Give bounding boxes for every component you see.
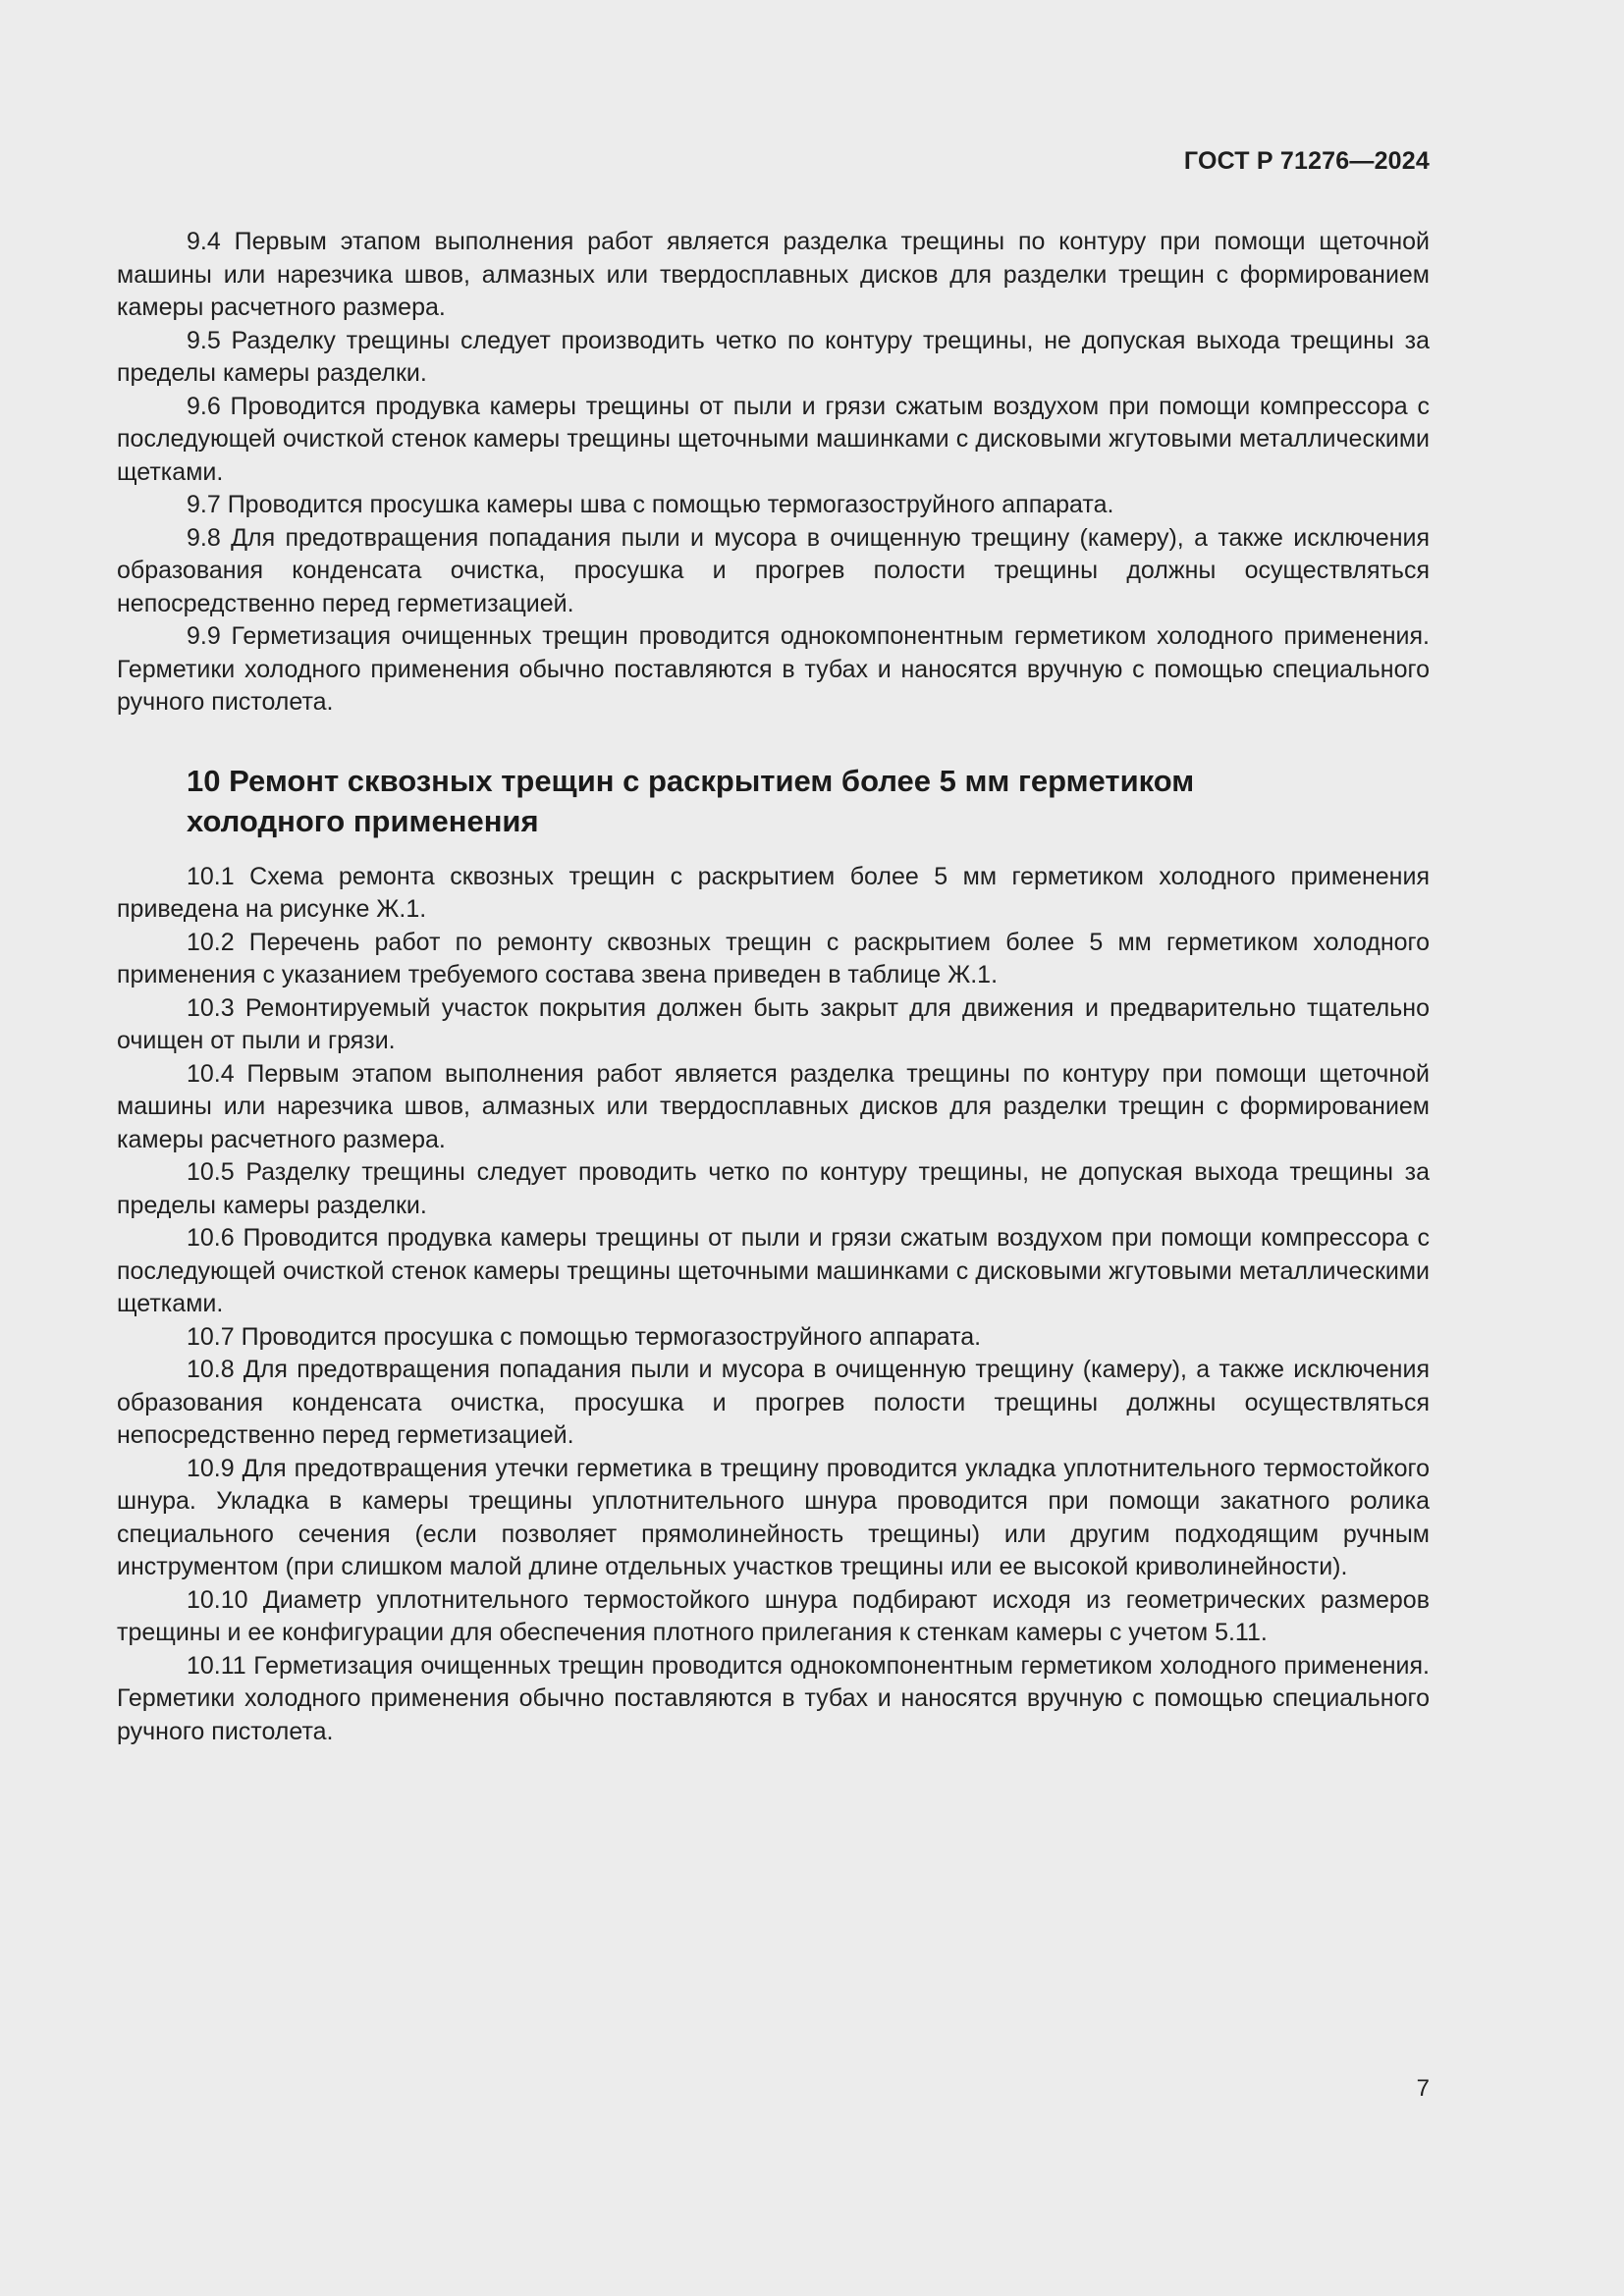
page-number: 7 (1416, 2075, 1430, 2102)
section-10-heading (117, 761, 1430, 841)
paragraph-10-11: 10.11 Герметизация очищенных трещин проводится однокомпонентным герметиком холодного применения. Герметики холодного применения обычно поставляются в тубах и наносятся вручную с помощью специального ручного пистолета. (117, 1651, 1430, 1745)
paragraph-9-8: 9.8 Для предотвращения попадания пыли и мусора в очищенную трещину (камеру), а также исключения образования конденсата очистка, просушка и прогрев полости трещины должны осуществляться непосредственно перед герметизацией. (117, 523, 1430, 617)
paragraph-9-7: 9.7 Проводится просушка камеры шва с помощью термогазоструйного аппарата. (187, 491, 1114, 518)
paragraph-9-4: 9.4 Первым этапом выполнения работ является разделка трещины по контуру при помощи щеточной машины или нарезчика швов, алмазных или твердосплавных дисков для разделки трещин с формированием камеры расчетного размера. (117, 228, 1430, 321)
paragraph-10-9: 10.9 Для предотвращения утечки герметика в трещину проводится укладка уплотнительного термостойкого шнура. Укладка в камеры трещины уплотнительного шнура проводится при помощи закатного ролика специального сечения (если позволяет прямолинейность трещины) или другим подходящим ручным инструментом (при слишком малой длине отдельных участков трещины или ее высокой криволинейности). (117, 1454, 1430, 1580)
paragraph-10-5: 10.5 Разделку трещины следует проводить четко по контуру трещины, не допуская выхода трещины за пределы камеры разделки. (117, 1158, 1430, 1219)
paragraph-9-5: 9.5 Разделку трещины следует производить четко по контуру трещины, не допуская выхода трещины за пределы камеры разделки. (117, 326, 1430, 387)
paragraph-10-6: 10.6 Проводится продувка камеры трещины от пыли и грязи сжатым воздухом при помощи компрессора с последующей очисткой стенок камеры трещины щеточными машинками с дисковыми жгутовыми металлическими щетками. (117, 1224, 1430, 1317)
paragraph-9-9: 9.9 Герметизация очищенных трещин проводится однокомпонентным герметиком холодного применения. Герметики холодного применения обычно поставляются в тубах и наносятся вручную с помощью специального ручного пистолета. (117, 622, 1430, 716)
section-10-heading-line1: 10 Ремонт сквозных трещин с раскрытием более 5 мм герметиком (187, 763, 1195, 798)
paragraph-10-1: 10.1 Схема ремонта сквозных трещин с раскрытием более 5 мм герметиком холодного применения приведена на рисунке Ж.1. (117, 862, 1430, 923)
paragraph-10-8: 10.8 Для предотвращения попадания пыли и мусора в очищенную трещину (камеру), а также исключения образования конденсата очистка, просушка и прогрев полости трещины должны осуществляться непосредственно перед герметизацией. (117, 1356, 1430, 1449)
paragraph-10-4: 10.4 Первым этапом выполнения работ является разделка трещины по контуру при помощи щеточной машины или нарезчика швов, алмазных или твердосплавных дисков для разделки трещин с формированием камеры расчетного размера. (117, 1059, 1430, 1153)
section-10-heading-line2: холодного применения (187, 803, 539, 838)
paragraph-10-10: 10.10 Диаметр уплотнительного термостойкого шнура подбирают исходя из геометрических размеров трещины и ее конфигурации для обеспечения плотного прилегания к стенкам камеры с учетом 5.11. (117, 1585, 1430, 1646)
paragraph-9-6: 9.6 Проводится продувка камеры трещины от пыли и грязи сжатым воздухом при помощи компрессора с последующей очисткой стенок камеры трещины щеточными машинками с дисковыми жгутовыми металлическими щетками. (117, 392, 1430, 486)
paragraph-10-3: 10.3 Ремонтируемый участок покрытия должен быть закрыт для движения и предварительно тщательно очищен от пыли и грязи. (117, 993, 1430, 1054)
page-body (117, 226, 1430, 1748)
paragraph-10-2: 10.2 Перечень работ по ремонту сквозных трещин с раскрытием более 5 мм герметиком холодного применения с указанием требуемого состава звена приведен в таблице Ж.1. (117, 928, 1430, 988)
paragraph-10-7: 10.7 Проводится просушка с помощью термогазоструйного аппарата. (187, 1322, 982, 1351)
document-code-header: ГОСТ Р 71276—2024 (1183, 147, 1430, 175)
